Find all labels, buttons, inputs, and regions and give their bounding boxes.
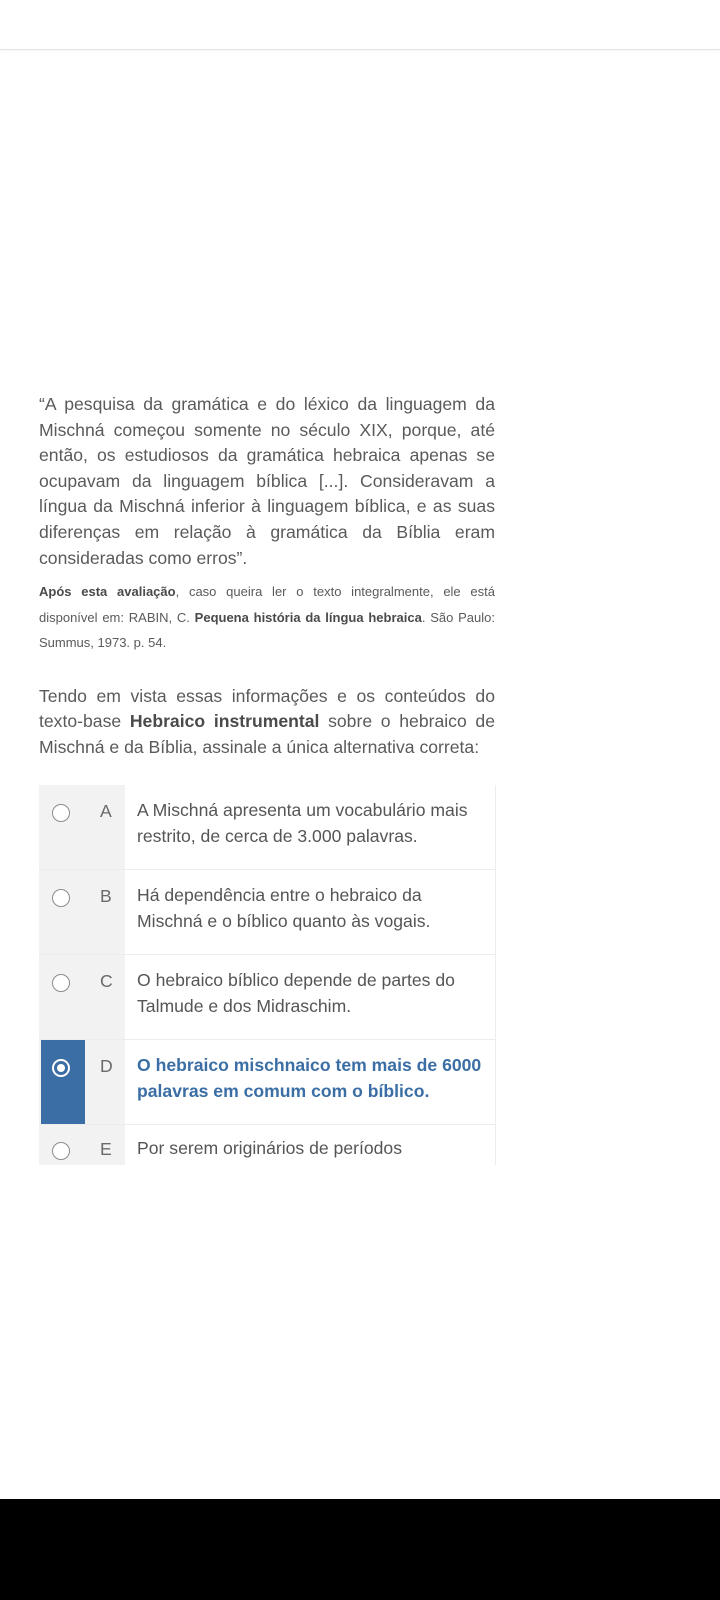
- selected-indicator: [41, 1040, 85, 1124]
- source-title: Pequena história da língua hebraica: [194, 609, 422, 625]
- option-letter: C: [100, 971, 113, 991]
- option-text[interactable]: A Mischná apresenta um vocabulário mais restrito, de cerca de 3.000 palavras.: [125, 785, 496, 869]
- option-c[interactable]: [39, 955, 496, 1040]
- radio-button-checked[interactable]: [52, 1059, 70, 1077]
- prompt-after: sobre o hebraico de Mischná e da Bíblia, assinale a única alternativa correta:: [39, 711, 495, 757]
- option-b[interactable]: [39, 870, 496, 955]
- question-prompt: [39, 684, 495, 761]
- option-selector[interactable]: [39, 785, 125, 869]
- source-tail: . São Paulo: Summus, 1973. p. 54.: [39, 609, 496, 651]
- question-content: [39, 392, 495, 760]
- system-navigation-bar: [0, 1499, 720, 1600]
- option-d[interactable]: [39, 1040, 496, 1125]
- prompt-before: Tendo em vista essas informações e os conteúdos do texto-base: [39, 685, 495, 732]
- option-text[interactable]: O hebraico mischnaico tem mais de 6000 palavras em comum com o bíblico.: [125, 1040, 496, 1124]
- option-text[interactable]: Há dependência entre o hebraico da Mischná e o bíblico quanto às vogais.: [125, 870, 496, 954]
- quote-text: “A pesquisa da gramática e do léxico da linguagem da Mischná começou somente no século XIX, porque, até então, os estudiosos da gramática hebraica apenas se ocupavam da linguagem bíblica [...]. Consideravam a língua da Mischná inferior à linguagem bíblica, e as suas diferenças em relação à gramática da Bíblia eram consideradas como erros”.: [39, 394, 495, 568]
- top-bar: [0, 0, 720, 50]
- source-lead-rest: , caso queira ler o texto integralmente, ele está disponível em: RABIN, C.: [39, 584, 495, 625]
- radio-button[interactable]: [52, 1142, 70, 1160]
- source-citation: [39, 579, 495, 656]
- option-letter: E: [100, 1139, 112, 1159]
- option-selector[interactable]: [39, 1125, 125, 1165]
- radio-button[interactable]: [52, 974, 70, 992]
- option-letter: D: [100, 1056, 113, 1076]
- radio-button[interactable]: [52, 804, 70, 822]
- option-a[interactable]: [39, 785, 496, 870]
- prompt-bold: Hebraico instrumental: [129, 711, 320, 732]
- option-letter: B: [100, 886, 112, 906]
- answer-options: [39, 785, 496, 1165]
- option-text[interactable]: O hebraico bíblico depende de partes do Talmude e dos Midraschim.: [125, 955, 496, 1039]
- option-letter: A: [100, 801, 112, 821]
- option-selector[interactable]: [39, 870, 125, 954]
- option-selector[interactable]: [39, 1040, 125, 1124]
- option-e[interactable]: [39, 1125, 496, 1165]
- source-lead-bold: Após esta avaliação: [39, 584, 176, 600]
- radio-button[interactable]: [52, 889, 70, 907]
- option-text[interactable]: Por serem originários de períodos: [125, 1125, 496, 1165]
- option-selector[interactable]: [39, 955, 125, 1039]
